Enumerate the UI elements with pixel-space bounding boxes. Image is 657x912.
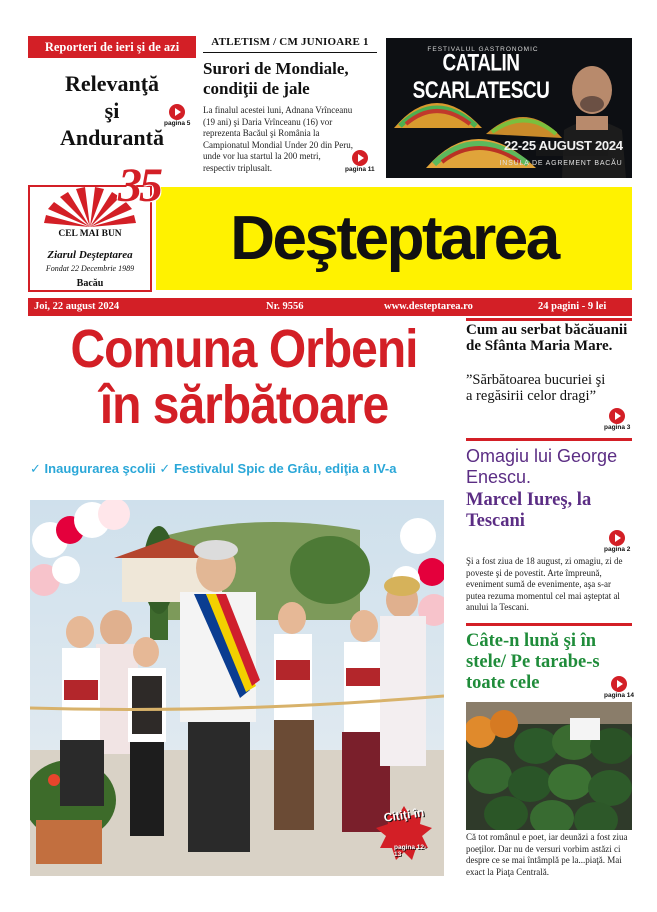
article-body: La finalul acestei luni, Adnana Vrînceanu (19 ani) şi Daria Vrînceanu (16) vor reprezenta Bacăul şi România la Campionatul Mondial Under 20 din Peru, unde vor lua startul la 200 metri, respectiv triplusalt. — [203, 105, 353, 173]
check-icon: ✓ — [30, 461, 41, 476]
page-ref-2[interactable]: pagina 2 — [604, 530, 630, 553]
play-icon — [609, 530, 625, 546]
logo-founded: Fondat 22 Decembrie 1989 — [45, 264, 135, 273]
reporter-banner: Reporteri de ieri şi de azi — [28, 36, 196, 58]
page-ref-3[interactable]: pagina 3 — [604, 408, 630, 431]
page-ref-5[interactable]: pagina 5 — [164, 104, 190, 127]
relevanta-title: Relevanţă şi Andurantă — [60, 71, 164, 150]
newspaper-title: Deşteptarea — [230, 204, 558, 273]
market-photo[interactable] — [466, 702, 632, 830]
play-icon — [169, 104, 185, 120]
ad-chef-name: CATALIN SCARLATESCU — [412, 50, 550, 105]
section-kicker: ATLETISM / CM JUNIOARE 1 — [203, 36, 377, 53]
issue-number: Nr. 9556 — [266, 301, 304, 312]
omagiu-body: Şi a fost ziua de 18 august, zi omagiu, zi de poveste şi de povestit. Arte împreună, eveniment sumă de evenimente, aşa s-ar putea rezuma momentul cel mai aşteptat al anului la Tescani. — [466, 556, 623, 612]
lead-subheadings — [30, 461, 462, 477]
serbat-quote: ”Sărbătoarea bucuriei şi a regăsirii celor dragi” — [466, 372, 606, 404]
pages-price: 24 pagini - 9 lei — [538, 301, 607, 312]
logo-best-label: CEL MAI BUN — [58, 229, 122, 239]
subheading-school: Inaugurarea şcolii — [44, 461, 156, 476]
lead-headline[interactable]: Comuna Orbeni în sărbătoare — [70, 319, 418, 436]
subheading-festival: Festivalul Spic de Grâu, ediţia a IV-a — [173, 461, 397, 476]
piata-body: Că tot românul e poet, iar deunăzi a fost ziua poeţilor. Dar nu de versuri vorbim astăzi ci despre ce se mai întâmplă pe la...piaţă. Mai exact la Piaţa Centrală. — [466, 832, 628, 877]
atletism-article[interactable] — [203, 36, 377, 180]
column-rule — [466, 623, 632, 626]
piata-title[interactable]: Câte-n lună şi în stele/ Pe tarabe-s toate cele — [466, 631, 600, 693]
website-link[interactable]: www.desteptarea.ro — [384, 301, 473, 312]
serbat-title[interactable]: Cum au serbat băcăuanii de Sfânta Maria Mare. — [466, 322, 628, 354]
page-ref-14[interactable]: pagina 14 — [604, 676, 634, 699]
page-ref-11[interactable]: pagina 11 — [345, 150, 375, 173]
play-icon — [609, 408, 625, 424]
ad-festival-label: FESTIVALUL GASTRONOMIC — [427, 46, 539, 53]
anniversary-badge: 35 — [118, 159, 160, 212]
anniversary-years-label: de ani — [159, 175, 177, 181]
logo-city: Bacău — [76, 278, 104, 289]
play-icon — [611, 676, 627, 692]
column-rule — [466, 318, 632, 321]
dateline-bar — [28, 298, 632, 316]
ad-date: 22-25 AUGUST 2024 — [504, 138, 623, 153]
omagiu-subtitle: Marcel Iureş, la Tescani — [466, 490, 592, 531]
check-icon: ✓ — [159, 461, 171, 476]
masthead-banner[interactable] — [156, 187, 632, 290]
read-more-badge[interactable]: Citiţi în pagina 12-13 — [376, 806, 432, 862]
logo-paper-name: Ziarul Deşteptarea — [47, 249, 133, 261]
promo-relevanta[interactable] — [28, 36, 196, 180]
column-rule — [466, 438, 632, 441]
watermelon-photo — [466, 702, 632, 830]
play-icon — [352, 150, 368, 166]
festival-advertisement[interactable] — [386, 38, 632, 178]
ad-place: INSULA DE AGREMENT BACĂU — [499, 160, 623, 167]
omagiu-title[interactable]: Omagiu lui George Enescu. — [466, 446, 618, 487]
issue-date: Joi, 22 august 2024 — [34, 301, 120, 312]
article-title: Surori de Mondiale, condiţii de jale — [203, 59, 349, 98]
